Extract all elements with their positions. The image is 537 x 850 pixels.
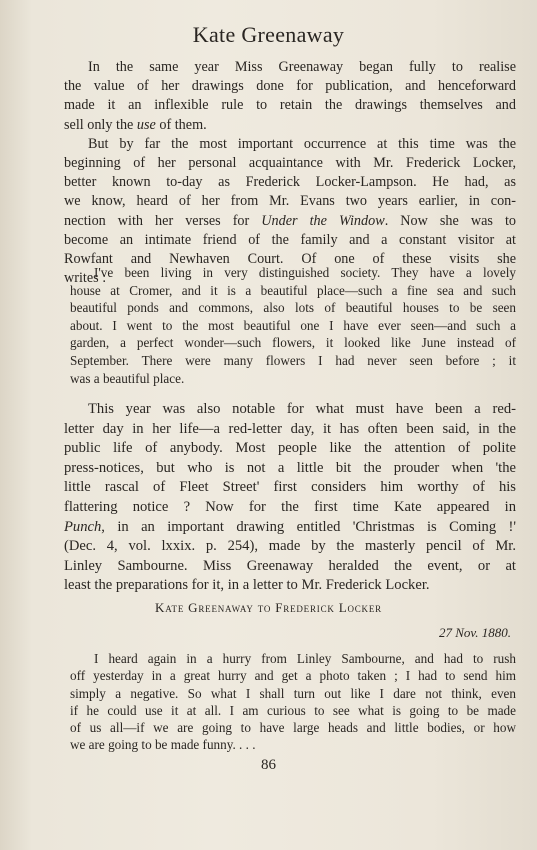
text-line: least the preparations for it, in a letter to Mr. Frederick Locker. xyxy=(64,577,430,594)
italic-title: Punch xyxy=(64,518,102,535)
letter-date-text: 27 Nov. 1880. xyxy=(439,625,511,640)
body-paragraphs-1 xyxy=(64,58,516,288)
text-line: better known to-day as Frederick Locker-Lampson. He had, as xyxy=(64,174,516,191)
text-line: public life of anybody. Most people like the attention of polite xyxy=(64,440,516,457)
text-line: little rascal of Fleet Street' first considers him worthy of his xyxy=(64,479,516,496)
page-number: 86 xyxy=(261,757,276,773)
running-head: Kate Greenaway xyxy=(192,22,345,47)
text-line: Punch, in an important drawing entitled 'Christmas is Coming !' xyxy=(64,518,516,535)
text-line: if he could use it at all. I am curious to see what is going to be made xyxy=(70,702,516,718)
text-line: garden, a perfect wonder—such flowers, it looked like June instead of xyxy=(70,335,516,351)
text-line: the value of her drawings done for publication, and henceforward xyxy=(64,78,516,95)
text-line: we know, heard of her from Mr. Evans two years earlier, in con- xyxy=(64,193,516,210)
quoted-letter-2 xyxy=(70,650,516,754)
text-line: I've been living in very distinguished society. They have a lovely xyxy=(94,265,516,280)
body-paragraphs-2 xyxy=(64,400,516,596)
text-line: In the same year Miss Greenaway began fully to realise xyxy=(88,59,516,75)
letter-date xyxy=(439,625,511,641)
letter-heading: Kate Greenaway to Frederick Locker xyxy=(155,600,382,615)
text-line: was a beautiful place. xyxy=(70,370,185,386)
text-line: writes : xyxy=(64,270,107,287)
text-line: we are going to be made funny. . . . xyxy=(70,737,256,753)
quoted-letter-1 xyxy=(70,264,516,387)
text-line: Linley Sambourne. Miss Greenaway heralded the event, or at xyxy=(64,557,516,574)
text-line: made it an inflexible rule to retain the drawings themselves and xyxy=(64,97,516,114)
text-line: flattering notice ? Now for the first time Kate appeared in xyxy=(64,498,516,515)
italic-title: use xyxy=(136,116,156,133)
text-line: sell only the use of them. xyxy=(64,116,207,133)
text-line: (Dec. 4, vol. lxxix. p. 254), made by the masterly pencil of Mr. xyxy=(64,538,516,555)
text-line: September. There were many flowers I had never seen before ; it xyxy=(70,352,516,368)
text-line: This year was also notable for what must have been a red- xyxy=(88,401,516,417)
text-line: letter day in her life—a red-letter day, it has often been said, in the xyxy=(64,420,516,437)
text-line: house at Cromer, and it is a beautiful place—such a fine sea and such xyxy=(70,282,516,298)
text-line: beautiful ponds and commons, also lots of beautiful houses to be seen xyxy=(70,300,516,316)
text-line: simply a negative. So what I shall turn out like I dare not think, even xyxy=(70,685,516,701)
text-line: nection with her verses for Under the Window. Now she was to xyxy=(64,212,516,229)
text-line: off yesterday in a great hurry and get a photo taken ; I had to send him xyxy=(70,668,516,684)
text-line: But by far the most important occurrence at this time was the xyxy=(88,135,516,152)
italic-title: Under the Window xyxy=(261,212,385,229)
text-line: become an intimate friend of the family and a constant visitor at xyxy=(64,231,516,248)
text-line: I heard again in a hurry from Linley Sambourne, and had to rush xyxy=(94,651,516,666)
text-line: press-notices, but who is not a little bit the prouder when 'the xyxy=(64,459,516,476)
text-line: Rowfant and Newhaven Court. Of one of these visits she xyxy=(64,250,516,267)
text-line: of us all—if we are going to have large heads and little bodies, or how xyxy=(70,720,516,736)
text-line: about. I went to the most beautiful one I have ever seen—and such a xyxy=(70,317,516,333)
text-line: beginning of her personal acquaintance with Mr. Frederick Locker, xyxy=(64,154,516,171)
